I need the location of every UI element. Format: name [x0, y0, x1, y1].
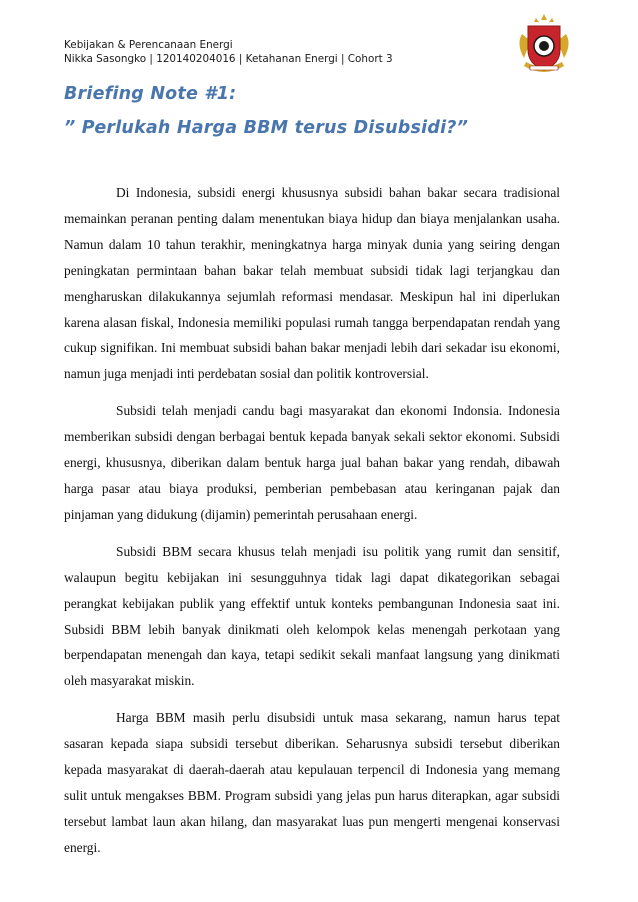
briefing-title: Briefing Note #1:: [64, 84, 237, 104]
paragraph: Harga BBM masih perlu disubsidi untuk masa sekarang, namun harus tepat sasaran kepada siapa subsidi tersebut diberikan. Seharusnya subsidi tersebut diberikan kepada masyarakat di daerah-daerah atau kepulauan terpencil di Indonesia yang memang sulit untuk mengakses BBM. Program subsidi yang jelas pun harus diterapkan, agar subsidi tersebut lambat laun akan hilang, dan masyarakat luas pun mengerti mengenai konservasi energi.: [64, 710, 560, 855]
paragraph: Subsidi BBM secara khusus telah menjadi isu politik yang rumit dan sensitif, walaupun begitu kebijakan ini sesungguhnya tidak lagi dapat dikategorikan sebagai perangkat kebijakan publik yang effektif untuk konteks pembangunan Indonesia saat ini. Subsidi BBM lebih banyak dinikmati oleh kelompok kelas menengah perkotaan yang berpendapatan menengah dan kaya, tetapi sedikit sekali manfaat langsung yang dinikmati oleh masyarakat miskin.: [64, 543, 560, 689]
page-header: [64, 38, 393, 66]
paragraph: Subsidi telah menjadi candu bagi masyarakat dan ekonomi Indonsia. Indonesia memberikan subsidi dengan berbagai bentuk kepada banyak sekali sektor ekonomi. Subsidi energi, khususnya, diberikan dalam bentuk harga jual bahan bakar yang rendah, dibawah harga pasar atau biaya produksi, pemberian pembebasan atau keringanan pajak dan pinjaman yang didukung (dijamin) pemerintah perusahaan energi.: [64, 403, 560, 522]
header-course: Kebijakan & Perencanaan Energi: [64, 39, 233, 51]
header-author: Nikka Sasongko | 120140204016 | Ketahanan Energi | Cohort 3: [64, 53, 393, 65]
university-crest-icon: [516, 12, 572, 76]
paragraph: Di Indonesia, subsidi energi khususnya subsidi bahan bakar secara tradisional memainkan peranan penting dalam menentukan biaya hidup dan biaya menjalankan usaha. Namun dalam 10 tahun terakhir, meningkatnya harga minyak dunia yang seiring dengan peningkatan permintaan bahan bakar telah membuat subsidi tidak lagi terjangkau dan mengharuskan dilakukannya sejumlah reformasi mendasar. Meskipun hal ini diperlukan karena alasan fiskal, Indonesia memiliki populasi rumah tangga berpendapatan rendah yang cukup signifikan. Ini membuat subsidi bahan bakar menjadi lebih dari sekadar isu ekonomi, namun juga menjadi inti perdebatan sosial dan politik kontroversial.: [64, 185, 560, 382]
document-body: [64, 180, 560, 872]
briefing-question: ” Perlukah Harga BBM terus Disubsidi?”: [64, 118, 469, 138]
